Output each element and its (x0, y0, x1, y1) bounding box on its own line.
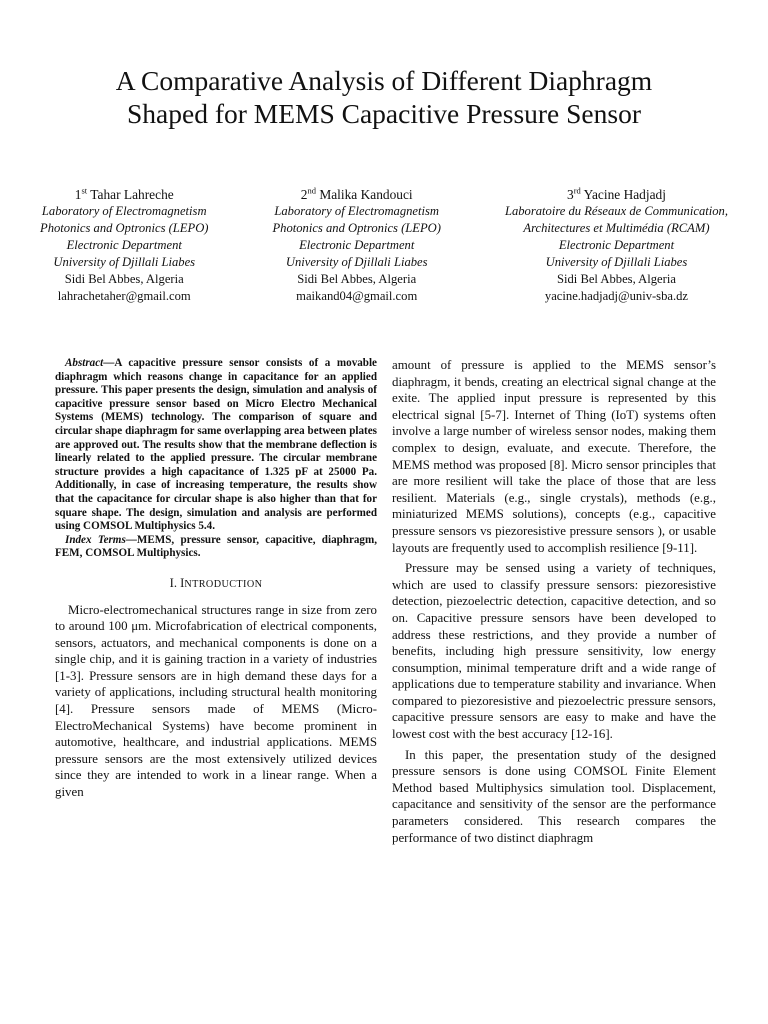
author-ordinal-suffix: rd (573, 185, 581, 196)
author-affiliation-1: Laboratoire du Réseaux de Communication, (504, 204, 728, 218)
author-city: Sidi Bel Abbes, Algeria (64, 272, 184, 286)
author-university: University of Djillali Liabes (545, 255, 688, 269)
author-department: Electronic Department (558, 238, 675, 252)
author-university: University of Djillali Liabes (53, 255, 196, 269)
author-affiliation-2: Architectures et Multimédia (RCAM) (523, 221, 710, 235)
author-block (40, 186, 728, 305)
body-paragraph-1: amount of pressure is applied to the MEMS sensor’s diaphragm, it bends, creating an electrical signal change at the exite. The applied input pressure is represented by this electrical signal [5-7]. Internet of Thing (IoT) systems often involve a large number of wireless sensor nodes, making them complex to design, evaluate, and execute. Therefore, the MEMS method was proposed [8]. Micro sensor principles that are more resilient will take the place of those that are less resilient. Materials (e.g., single crystals), methods (e.g., miniaturized MEMS solutions), concepts (e.g., capacitive pressure sensors vs piezoresistive pressure sensors ), or usable layouts are frequently used to accomplish resilience [9-11]. (392, 358, 716, 555)
index-terms (55, 534, 377, 561)
left-column (55, 357, 377, 801)
author-1 (40, 186, 208, 305)
right-column (392, 357, 716, 846)
title-line-2: Shaped for MEMS Capacitive Pressure Sensor (126, 98, 641, 129)
author-name: Malika Kandouci (319, 187, 413, 202)
section-rest: NTRODUCTION (184, 578, 263, 590)
author-city: Sidi Bel Abbes, Algeria (297, 272, 417, 286)
author-affiliation-1: Laboratory of Electromagnetism (41, 204, 207, 218)
author-email: lahrachetaher@gmail.com (57, 289, 191, 303)
author-email: maikand04@gmail.com (296, 289, 418, 303)
index-terms-lead: Index Terms (65, 533, 126, 546)
author-affiliation-1: Laboratory of Electromagnetism (274, 204, 440, 218)
author-university: University of Djillali Liabes (285, 255, 428, 269)
abstract-lead: Abstract (65, 357, 104, 369)
paper-title (40, 64, 728, 130)
author-3 (505, 186, 728, 305)
section-initial: I (180, 575, 185, 590)
author-department: Electronic Department (299, 238, 415, 252)
author-city: Sidi Bel Abbes, Algeria (557, 272, 676, 286)
author-ordinal-suffix: nd (307, 185, 316, 196)
author-name: Tahar Lahreche (90, 187, 174, 202)
author-ordinal: 3 (566, 187, 574, 202)
author-ordinal: 2 (300, 187, 308, 202)
body-paragraph-3: In this paper, the presentation study of the designed pressure sensors is done using COMSOL Finite Element Method based Multiphysics simulation tool. Displacement, capacitance and sensitivity of the sensor are the performance parameters considered. This research compares the performance of two distinct diaphragm (392, 747, 716, 845)
author-ordinal-suffix: st (81, 185, 88, 196)
index-terms-text: —MEMS, pressure sensor, capacitive, diaphragm, FEM, COMSOL Multiphysics. (55, 533, 377, 560)
body-paragraph-2: Pressure may be sensed using a variety of techniques, which are used to classify pressure sensors: piezoresistive detection, piezoelectric detection, capacitive detection, and so on. Capacitive pressure sensors have been developed to address these restrictions, and they provide a number of benefits, including high pressure sensitivity, low energy consumption, minimal temperature drift and a wide range of applications due to temperature stability and invariance. When compared to piezoresistive and piezoelectric pressure sensors, capacitive pressure sensors are easy to make and have the lowest cost with the best accuracy [12-16]. (392, 561, 716, 742)
author-affiliation-2: Photonics and Optronics (LEPO) (272, 221, 441, 235)
author-ordinal: 1 (74, 187, 82, 202)
abstract (55, 357, 377, 534)
section-heading-introduction (55, 575, 377, 594)
abstract-text: —A capacitive pressure sensor consists of a movable diaphragm which reasons change in capacitance for an applied pressure. This paper presents the design, simulation and analysis of capacitive pressure sensor based on Micro Electro Mechanical Systems (MEMS) technology. The comparison of square and circular shape diaphragm for same overlapping area between plates are approved out. The results show that the membrane deflection is linearly related to the applied pressure. The circular membrane structure provides a high capacitance of 1.325 pF at 25000 Pa. Additionally, in case of increasing temperature, the results show that the capacitance for circular shape is also higher than that for square shape. The design, simulation and analysis are performed using COMSOL Multiphysics 5.4. (55, 357, 377, 533)
author-email: yacine.hadjadj@univ-sba.dz (544, 289, 689, 303)
title-line-1: A Comparative Analysis of Different Diaphragm (115, 65, 653, 96)
author-department: Electronic Department (66, 238, 182, 252)
author-affiliation-2: Photonics and Optronics (LEPO) (40, 221, 209, 235)
author-2 (272, 186, 440, 305)
author-name: Yacine Hadjadj (583, 187, 666, 202)
section-numeral: I. (169, 575, 177, 590)
intro-paragraph: Micro-electromechanical structures range in size from zero to around 100 μm. Microfabrication of electrical components, sensors, actuators, and mechanical components is done on a single chip, and it is gaining traction in a variety of industries [1-3]. Pressure sensors are in high demand these days for a variety of applications, including structural health monitoring [4]. Pressure sensors made of MEMS (Micro-ElectroMechanical Systems) have become prominent in automotive, healthcare, and industrial applications. MEMS pressure sensors are the most extensively utilized devices since they are intended to work in a linear range. When a given (55, 602, 377, 800)
